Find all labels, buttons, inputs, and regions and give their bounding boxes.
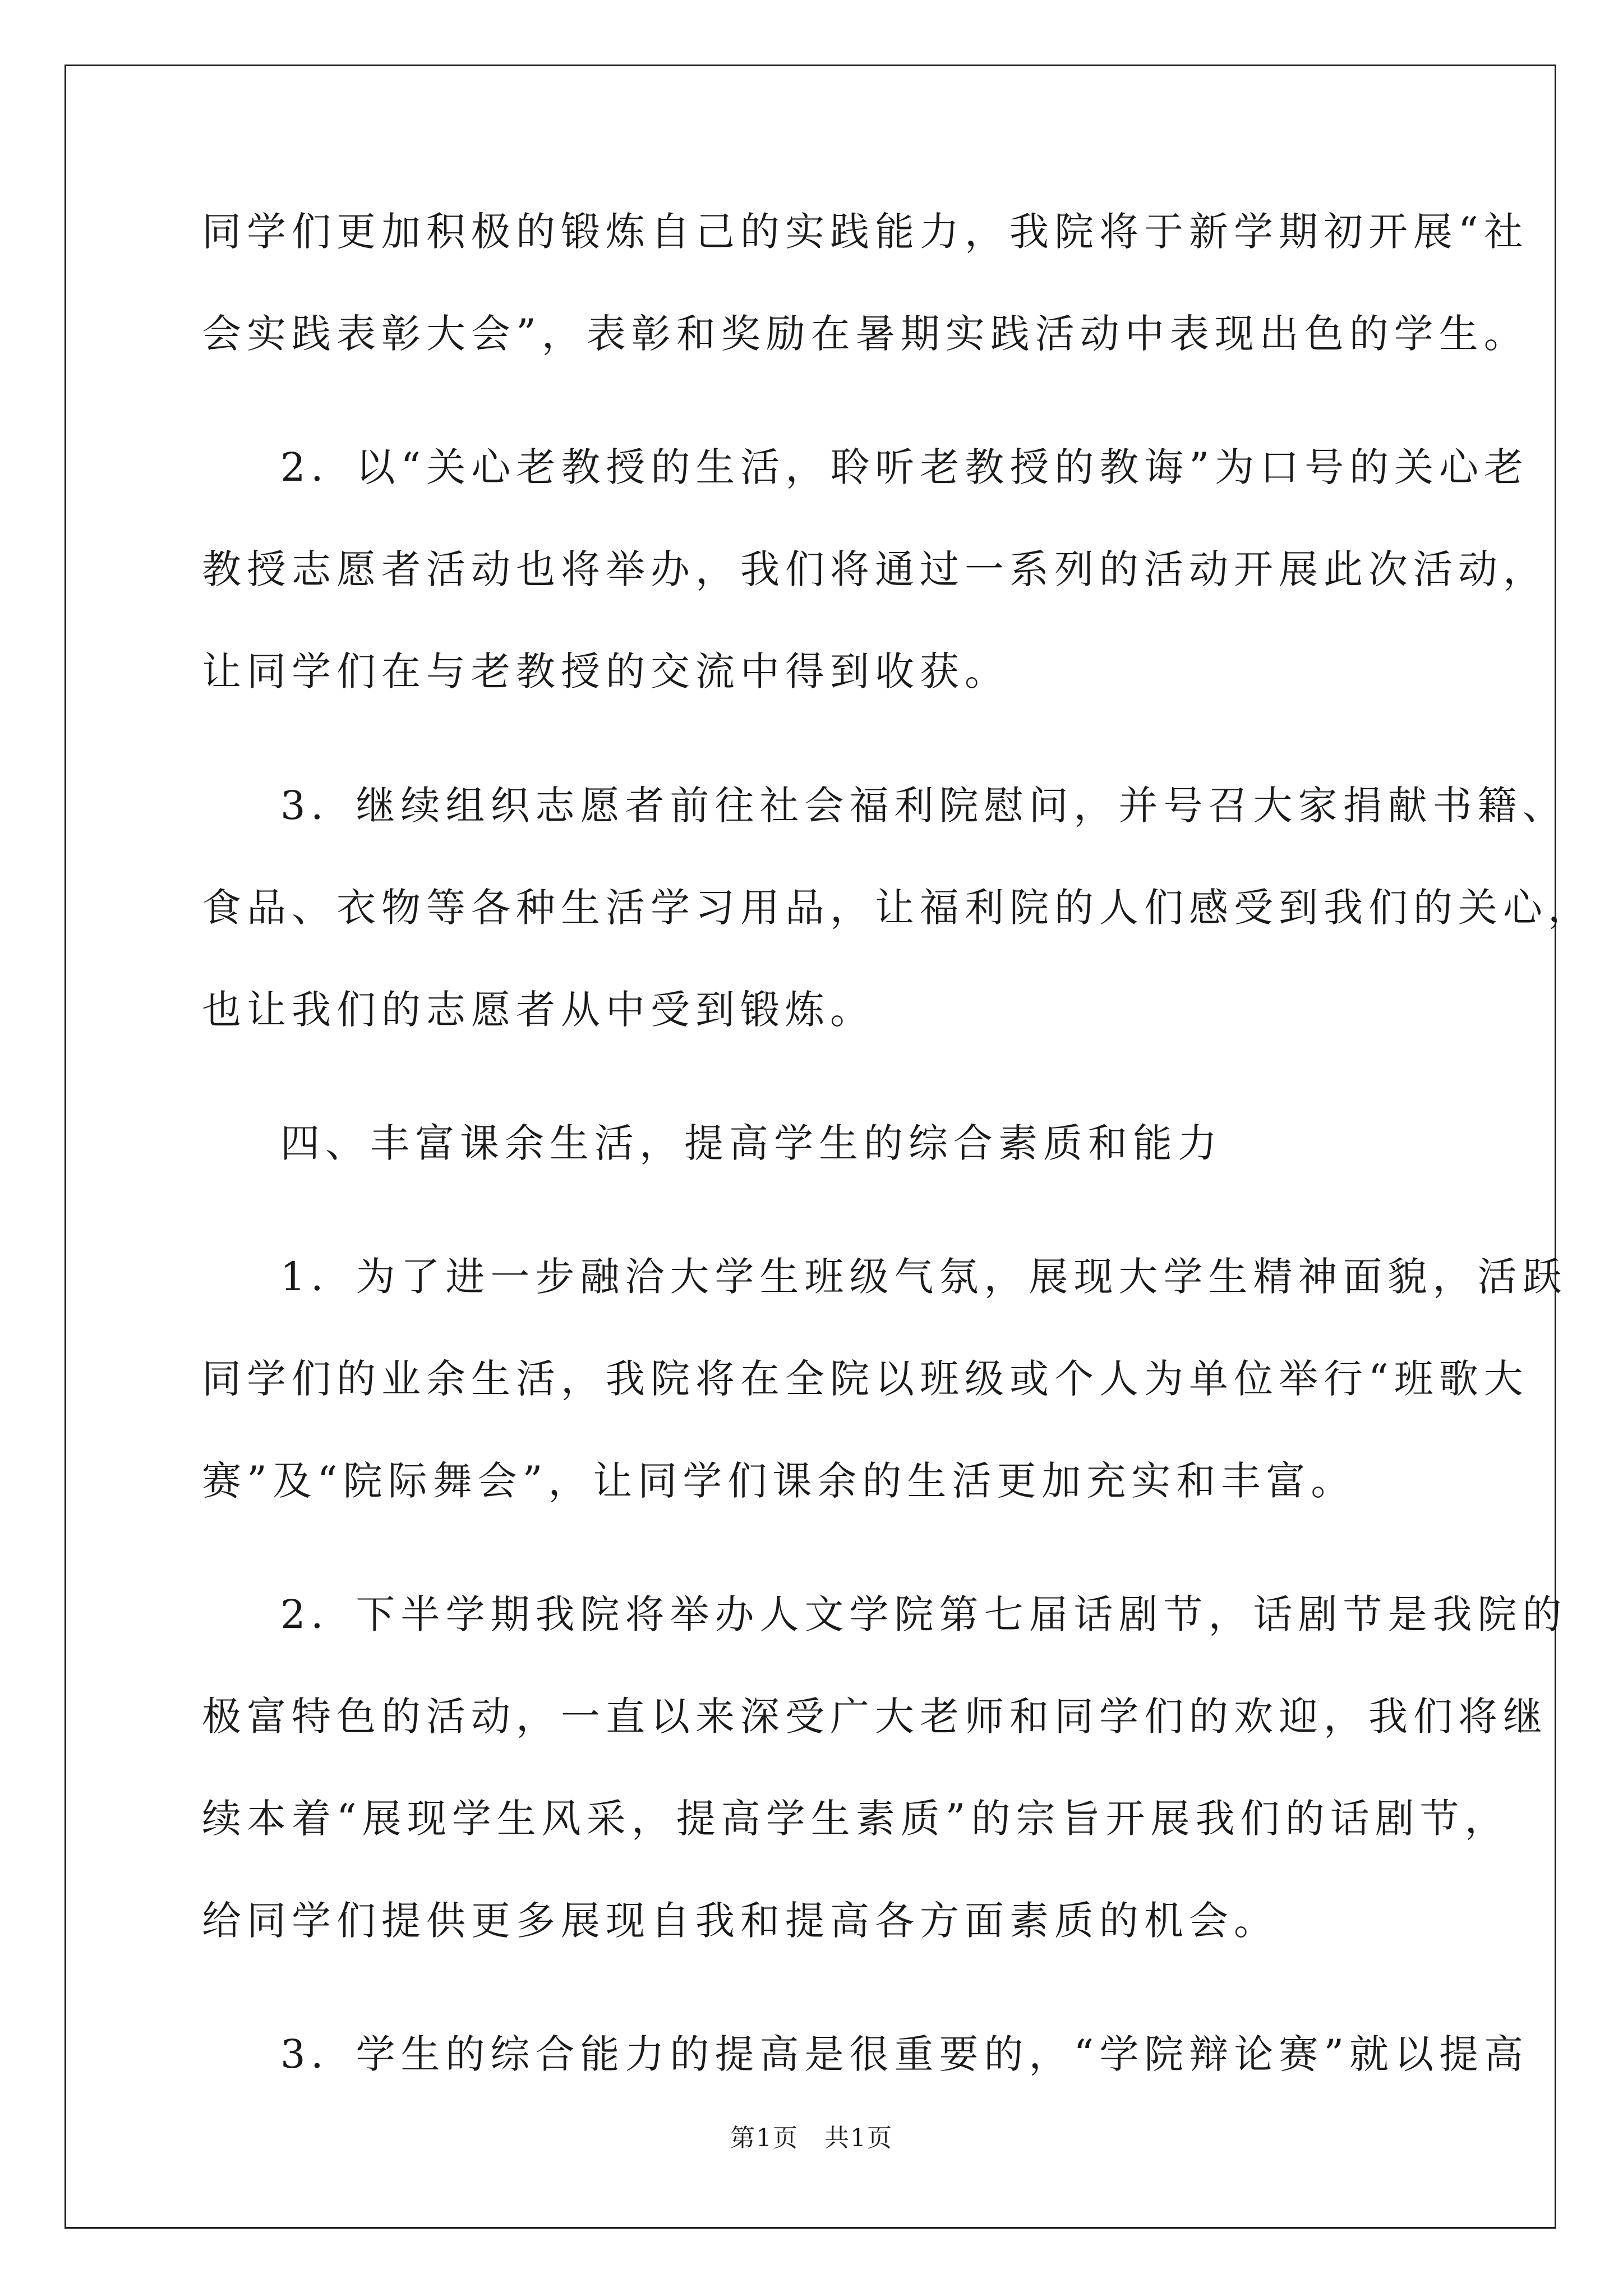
text-line: 也让我们的志愿者从中受到锻炼。 <box>202 987 875 1033</box>
text-line: 同学们的业余生活，我院将在全院以班级或个人为单位举行“班歌大 <box>202 1356 1529 1402</box>
text-line: 同学们更加积极的锻炼自己的实践能力，我院将于新学期初开展“社 <box>202 209 1529 255</box>
text-line: 食品、衣物等各种生活学习用品，让福利院的人们感受到我们的关心， <box>202 885 1593 931</box>
text-line: 续本着“展现学生风采，提高学生素质”的宗旨开展我们的话剧节， <box>202 1796 1510 1842</box>
paragraph-start-line: 1．为了进一步融洽大学生班级气氛，展现大学生精神面貌，活跃 <box>280 1254 1567 1300</box>
paragraph-start-line: 3．继续组织志愿者前往社会福利院慰问，并号召大家捐献书籍、 <box>280 783 1567 829</box>
text-line: 会实践表彰大会”，表彰和奖励在暑期实践活动中表现出色的学生。 <box>202 311 1529 357</box>
paragraph-start-line: 3．学生的综合能力的提高是很重要的，“学院辩论赛”就以提高 <box>280 2031 1529 2077</box>
paragraph-start-line: 2．以“关心老教授的生活，聆听老教授的教诲”为口号的关心老 <box>280 444 1529 490</box>
paragraph-start-line: 2．下半学期我院将举办人文学院第七届话剧节，话剧节是我院的 <box>280 1591 1567 1637</box>
text-line: 给同学们提供更多展现自我和提高各方面素质的机会。 <box>202 1898 1279 1944</box>
text-line: 极富特色的活动，一直以来深受广大老师和同学们的欢迎，我们将继 <box>202 1694 1548 1740</box>
text-line: 教授志愿者活动也将举办，我们将通过一系列的活动开展此次活动， <box>202 546 1548 592</box>
text-line: 赛”及“院际舞会”，让同学们课余的生活更加充实和丰富。 <box>202 1458 1356 1504</box>
text-line: 让同学们在与老教授的交流中得到收获。 <box>202 648 1009 694</box>
section-heading: 四、丰富课余生活，提高学生的综合素质和能力 <box>280 1120 1223 1166</box>
page-footer: 第1页 共1页 <box>730 2124 893 2152</box>
